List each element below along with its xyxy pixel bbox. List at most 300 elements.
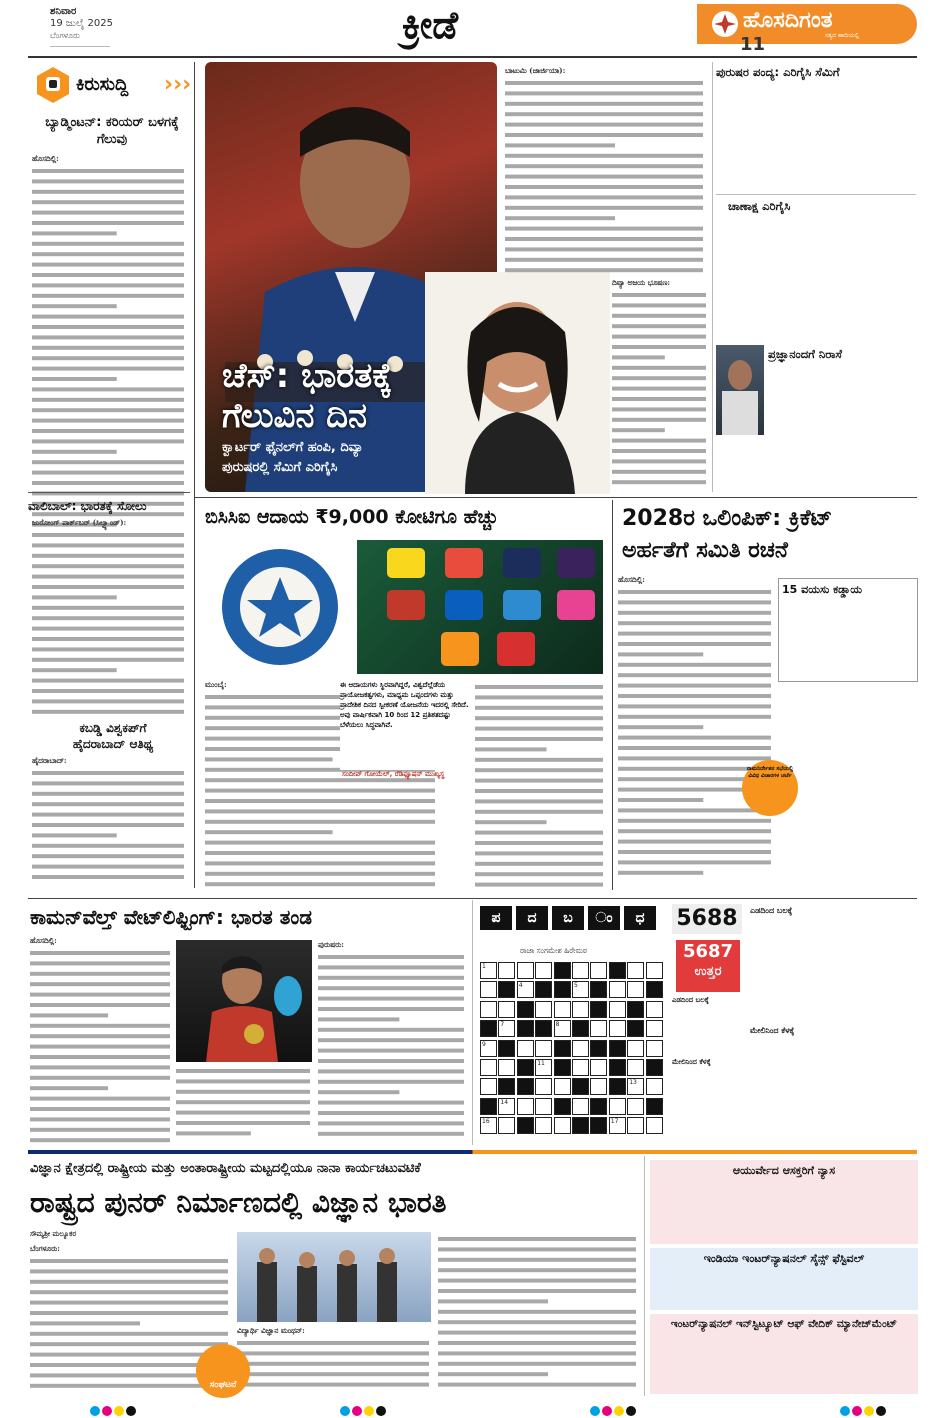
- text-line: [205, 757, 333, 761]
- text-line: [318, 1101, 464, 1105]
- text-line: [612, 355, 665, 359]
- masthead-city: ಬೆಂಗಳೂರು: [50, 31, 80, 40]
- paper-tagline: ಸತ್ಯದ ಹಾದಿಯಲ್ಲಿ: [825, 32, 860, 39]
- grid-cell-black: [480, 1098, 497, 1115]
- festival-box: [650, 1248, 918, 1310]
- text-line: [30, 1013, 108, 1017]
- grid-cell[interactable]: 8: [554, 1020, 571, 1037]
- vijnana-color-bar: [28, 1150, 917, 1154]
- registration-dot: [626, 1406, 636, 1416]
- text-line: [505, 237, 703, 241]
- grid-cell[interactable]: [535, 1117, 552, 1134]
- text-line: [318, 976, 464, 980]
- text-line: [30, 1353, 228, 1357]
- masthead-date-underline: [50, 46, 110, 47]
- puzzle-title-letter-3: ಬ: [552, 906, 584, 930]
- weightlifting-caption: [176, 1064, 312, 1144]
- puzzle-title-row: [480, 906, 665, 930]
- grid-cell[interactable]: [627, 1040, 644, 1057]
- grid-cell[interactable]: [646, 1020, 663, 1037]
- text-line: [30, 982, 170, 986]
- bcci-logo: [205, 540, 355, 674]
- weightlifting-list: [318, 940, 466, 1145]
- ipl-logos-panel: [357, 540, 603, 674]
- text-line: [32, 627, 184, 631]
- chess-body-column-b: [612, 278, 708, 490]
- text-line: [237, 1341, 429, 1345]
- text-line: [318, 1007, 464, 1011]
- text-line: [318, 1080, 464, 1084]
- text-line: [30, 1280, 228, 1284]
- text-line: [318, 965, 464, 969]
- grid-cell-black: [554, 1059, 571, 1076]
- text-line: [32, 252, 184, 256]
- grid-cell[interactable]: 14: [498, 1098, 515, 1115]
- text-line: [612, 407, 706, 411]
- text-line: [618, 673, 771, 677]
- text-line: [505, 154, 703, 158]
- down-label: ಮೇಲಿನಿಂದ ಕೆಳಕ್ಕೆ: [750, 1026, 795, 1035]
- text-line: [612, 480, 706, 484]
- text-line: [32, 263, 184, 267]
- lower-band-top: [28, 898, 917, 899]
- bcci-quote-box: [340, 680, 470, 770]
- grid-cell[interactable]: 16: [480, 1117, 497, 1134]
- text-line: [475, 737, 603, 741]
- grid-cell-black: [572, 1117, 589, 1134]
- grid-cell[interactable]: [646, 1040, 663, 1057]
- grid-cell-black: [609, 1078, 626, 1095]
- text-line: [618, 642, 771, 646]
- grid-cell-black: [590, 1001, 607, 1018]
- grid-cell[interactable]: [572, 962, 589, 979]
- puzzle-author: ರಾಜಾ ಸಂಗಮೇಶ ಹಿರೇಮಠ: [520, 946, 587, 955]
- grid-cell[interactable]: 13: [627, 1078, 644, 1095]
- text-line: [32, 792, 184, 796]
- crossword-grid: [480, 962, 665, 1138]
- page-number: 11: [740, 34, 766, 55]
- institute-title: ಇಂಟರ್‌ನ್ಯಾಷನಲ್ ಇನ್‌ಸ್ಟಿಟ್ಯೂಟ್ ಆಫ್ ವೇದಿಕ್ ಮ್ಯಾನೇಜ್‌ಮೆಂಟ್: [670, 1318, 898, 1330]
- weightlifter-photo: [176, 940, 312, 1062]
- olympic-headline-1: 2028ರ ಒಲಿಂಪಿಕ್: ಕ್ರಿಕೆಟ್: [622, 506, 833, 531]
- text-line: [475, 706, 603, 710]
- grid-cell[interactable]: 17: [609, 1117, 626, 1134]
- vijnana-side-divider: [644, 1156, 645, 1396]
- text-line: [318, 955, 464, 959]
- grid-cell[interactable]: [627, 1059, 644, 1076]
- grid-cell[interactable]: [554, 1117, 571, 1134]
- grid-cell[interactable]: [480, 1078, 497, 1095]
- grid-cell-black: [517, 1078, 534, 1095]
- text-line: [30, 1076, 170, 1080]
- brief-title-3: ಕಬಡ್ಡಿ ವಿಶ್ವಕಪ್‌ಗೆ ಹೈದರಾಬಾದ್ ಆತಿಥ್ಯ: [72, 721, 154, 751]
- text-line: [438, 1310, 636, 1314]
- text-line: [505, 268, 703, 272]
- grid-cell[interactable]: [590, 1059, 607, 1076]
- grid-cell-black: [627, 1001, 644, 1018]
- vijnana-caption: [237, 1326, 431, 1394]
- text-line: [618, 652, 703, 656]
- text-line: [318, 1028, 464, 1032]
- text-line: [438, 1383, 636, 1387]
- text-lines: [32, 518, 186, 718]
- ayurveda-title: ಆಯುರ್ವೇದ ಆಸಕ್ತರಿಗೆ ನ್ಯಾಸ: [732, 1164, 836, 1177]
- grid-cell[interactable]: [609, 981, 626, 998]
- grid-cell[interactable]: [498, 1001, 515, 1018]
- text-line: [32, 813, 184, 817]
- registration-dot: [364, 1406, 374, 1416]
- text-line: [32, 429, 184, 433]
- text-line: [612, 293, 706, 297]
- text-line: [32, 637, 184, 641]
- text-line: [32, 377, 117, 381]
- right-story-1-title: ಪುರುಷರ ಪಂದ್ಯ: ಎರಿಗೈಸಿ ಸೆಮಿಗೆ: [716, 65, 840, 79]
- grid-cell[interactable]: [498, 1059, 515, 1076]
- registration-dot: [864, 1406, 874, 1416]
- grid-cell-black: [590, 1098, 607, 1115]
- grid-cell[interactable]: 9: [480, 1040, 497, 1057]
- bcci-olympic-divider: [612, 500, 613, 890]
- text-line: [475, 685, 603, 689]
- text-line: [438, 1341, 636, 1345]
- text-line: [505, 143, 615, 147]
- ipl-team-logos: [357, 540, 603, 674]
- chess-headline-2: ಗೆಲುವಿನ ದಿನ: [222, 396, 368, 436]
- grid-cell-black: [646, 1059, 663, 1076]
- text-line: [475, 779, 603, 783]
- right-story-2: [716, 198, 916, 338]
- text-line: [475, 768, 603, 772]
- kiru-suddi-badge: [34, 66, 192, 104]
- hosadiganta-logo-icon: [711, 10, 739, 38]
- puzzle-number: 5688: [672, 904, 742, 934]
- text-line: [438, 1289, 636, 1293]
- text-line: [32, 699, 184, 703]
- ayurveda-box: [650, 1160, 918, 1244]
- weightlift-puzzle-divider: [472, 900, 473, 1145]
- grid-cell-black: [609, 1059, 626, 1076]
- text-line: [32, 647, 184, 651]
- registration-dot: [90, 1406, 100, 1416]
- text-line: [30, 1055, 170, 1059]
- text-line: [618, 808, 771, 812]
- institute-box: [650, 1314, 918, 1394]
- grid-cell[interactable]: [590, 962, 607, 979]
- text-line: [32, 304, 117, 308]
- text-line: [505, 175, 703, 179]
- grid-cell[interactable]: [627, 981, 644, 998]
- grid-cell-black: [590, 981, 607, 998]
- right-divider-1: [716, 194, 916, 195]
- festival-title: ಇಂಡಿಯಾ ಇಂಟರ್‌ನ್ಯಾಷನಲ್ ಸೈನ್ಸ್ ಫೆಸ್ಟಿವಲ್: [703, 1252, 865, 1265]
- sanghatane-label: ಸಂಘಟನೆ: [209, 1380, 237, 1390]
- text-line: [618, 715, 771, 719]
- kiru-suddi-chevrons: ›››: [164, 72, 192, 97]
- text-line: [237, 1362, 429, 1366]
- text-line: [32, 771, 184, 775]
- text-line: [30, 1086, 108, 1090]
- text-line: [505, 164, 703, 168]
- text-line: [618, 746, 771, 750]
- text-line: [30, 961, 170, 965]
- bcci-dateline: ಮುಂಬೈ:: [205, 680, 227, 689]
- bcci-quote-author: ಸಂದೀಪ್ ಗೋಯೆಲ್, ರೆಡಿಫ್ಯೂಷನ್ ಮುಖ್ಯಸ್ಥ: [342, 770, 445, 778]
- grid-cell[interactable]: [609, 1098, 626, 1115]
- masthead: [0, 0, 945, 56]
- registration-dot: [114, 1406, 124, 1416]
- masthead-day: ಶನಿವಾರ: [50, 6, 77, 17]
- text-line: [32, 190, 184, 194]
- prev-down-label: ಮೇಲಿನಿಂದ ಕೆಳಕ್ಕೆ: [672, 1058, 711, 1066]
- grid-cell[interactable]: [517, 1098, 534, 1115]
- text-line: [32, 315, 184, 319]
- vijnana-body-2: [438, 1232, 638, 1394]
- text-line: [30, 1003, 170, 1007]
- text-lines: [237, 1326, 431, 1394]
- text-line: [612, 397, 706, 401]
- puzzle-title-letter-5: ಧ: [624, 906, 656, 930]
- text-line: [475, 758, 603, 762]
- text-line: [438, 1299, 548, 1303]
- text-line: [205, 882, 435, 886]
- text-line: [438, 1351, 636, 1355]
- text-line: [318, 1049, 464, 1053]
- text-line: [618, 860, 771, 864]
- grid-cell[interactable]: [517, 1040, 534, 1057]
- grid-cell-black: [498, 1078, 515, 1095]
- grid-cell[interactable]: [554, 1078, 571, 1095]
- text-line: [32, 325, 184, 329]
- grid-cell[interactable]: [535, 962, 552, 979]
- text-line: [438, 1331, 636, 1335]
- text-line: [32, 710, 184, 714]
- grid-cell[interactable]: [646, 1117, 663, 1134]
- olympic-body: [618, 575, 773, 885]
- grid-cell[interactable]: [572, 1098, 589, 1115]
- text-line: [505, 81, 703, 85]
- text-line: [475, 841, 603, 845]
- text-line: [205, 872, 435, 876]
- grid-cell[interactable]: [609, 1001, 626, 1018]
- bcci-quote: ಈ ಆದಾಯಗಳು ಸ್ಥಿರವಾಗಿದ್ದರೆ, ವಿಶ್ವದೆಲ್ಲೆಡೆಯ ಪ್ರಾಯೋಜಕತ್ವಗಳು, ಮಾಧ್ಯಮ ಒಪ್ಪಂದಗಳು ಮತ್ತು ಪ್ರಾದೇಶಿಕ ದಿನದ ಸ್ವೀಕರಣೆ ಯೋಜನೆಯ ಇದರಲ್ಲಿ ಸೇರಿದೆ. ಅವು ವಾರ್ಷಿಕವಾಗಿ 10 ರಿಂದ 12 ಪ್ರತಿಶತದಷ್ಟು ಬೆಳೆಯಲು ಸಿದ್ಧವಾಗಿವೆ.: [340, 681, 469, 729]
- text-line: [618, 736, 771, 740]
- brief-title-2: ವಾಲಿಬಾಲ್: ಭಾರತಕ್ಕೆ ಸೋಲು: [28, 499, 147, 513]
- text-line: [618, 704, 771, 708]
- text-line: [32, 823, 184, 827]
- grid-cell[interactable]: [572, 1040, 589, 1057]
- prev-puzzle-number: 5687: [682, 941, 734, 962]
- text-line: [30, 1107, 170, 1111]
- grid-cell[interactable]: [480, 1001, 497, 1018]
- text-line: [505, 185, 703, 189]
- grid-cell[interactable]: [572, 1059, 589, 1076]
- registration-dot: [102, 1406, 112, 1416]
- col-divider-left: [194, 62, 195, 888]
- text-line: [30, 1321, 140, 1325]
- pragg-figure: [716, 345, 764, 435]
- grid-cell[interactable]: [646, 1078, 663, 1095]
- grid-cell-black: [627, 1020, 644, 1037]
- brief-divider-1: [28, 492, 190, 493]
- text-line: [505, 133, 703, 137]
- grid-cell-black: [609, 962, 626, 979]
- text-line: [475, 820, 547, 824]
- grid-cell[interactable]: [535, 1098, 552, 1115]
- text-lines: [505, 66, 705, 276]
- text-line: [505, 91, 703, 95]
- text-line: [612, 366, 706, 370]
- text-line: [475, 883, 603, 887]
- text-line: [438, 1237, 636, 1241]
- text-line: [32, 658, 184, 662]
- text-line: [475, 799, 603, 803]
- grid-cell[interactable]: 5: [572, 981, 589, 998]
- text-line: [30, 1332, 228, 1336]
- text-line: [205, 789, 435, 793]
- text-line: [32, 533, 184, 537]
- grid-cell[interactable]: [590, 1020, 607, 1037]
- text-line: [475, 862, 603, 866]
- brief-dateline-2: ಜುರೋಂಗ್ ಪಾರ್ಕ್‌ಬರ್ (ಸಿಲ್ವ್ಯಾಂಡ್):: [32, 518, 127, 527]
- text-line: [612, 418, 706, 422]
- sanghatane-badge: [196, 1344, 250, 1398]
- grid-cell-black: [535, 981, 552, 998]
- text-line: [32, 471, 184, 475]
- grid-cell[interactable]: 7: [498, 1020, 515, 1037]
- grid-cell[interactable]: 11: [535, 1059, 552, 1076]
- grid-cell[interactable]: [535, 1001, 552, 1018]
- text-line: [505, 112, 703, 116]
- grid-cell[interactable]: [646, 1001, 663, 1018]
- text-line: [32, 781, 184, 785]
- text-line: [318, 1111, 464, 1115]
- text-line: [32, 616, 184, 620]
- section-title: ಕ್ರೀಡೆ: [401, 3, 459, 47]
- masthead-date: 19 ಜುಲೈ 2025: [50, 18, 113, 29]
- text-line: [612, 387, 706, 391]
- text-lines: [475, 680, 605, 890]
- grid-cell[interactable]: [627, 1098, 644, 1115]
- vijnana-headline: ರಾಷ್ಟ್ರದ ಪುನರ್ ನಿರ್ಮಾಣದಲ್ಲಿ ವಿಜ್ಞಾನ ಭಾರತಿ: [30, 1186, 447, 1219]
- grid-cell[interactable]: [517, 962, 534, 979]
- text-lines: [32, 756, 186, 886]
- brief-dateline-3: ಹೈದರಾಬಾದ್:: [32, 756, 67, 765]
- text-lines: [176, 1064, 312, 1144]
- text-line: [176, 1121, 310, 1125]
- olympic-headline-2: ಅರ್ಹತೆಗೆ ಸಮಿತಿ ರಚನೆ: [622, 538, 788, 563]
- text-line: [612, 303, 706, 307]
- grid-cell[interactable]: [498, 962, 515, 979]
- grid-cell[interactable]: [609, 1020, 626, 1037]
- text-lines: [32, 154, 186, 544]
- grid-cell[interactable]: [535, 1040, 552, 1057]
- grid-cell[interactable]: [498, 1117, 515, 1134]
- registration-dot: [852, 1406, 862, 1416]
- vijnana-caption-label: ವಿದ್ಯಾರ್ಥಿ ವಿಜ್ಞಾನ ಮಂಥನ್:: [237, 1326, 305, 1335]
- text-line: [205, 809, 435, 813]
- vijnana-dateline: ಬೆಂಗಳೂರು:: [30, 1244, 60, 1253]
- grid-cell[interactable]: [590, 1078, 607, 1095]
- text-line: [618, 663, 771, 667]
- paper-logo: [697, 4, 917, 44]
- text-line: [32, 564, 184, 568]
- text-lines: [618, 575, 773, 885]
- grid-cell[interactable]: [535, 1078, 552, 1095]
- kiru-suddi-hand-icon: [34, 66, 72, 104]
- text-line: [176, 1069, 310, 1073]
- text-line: [237, 1372, 429, 1376]
- grid-cell-black: [646, 1098, 663, 1115]
- chess-subhead-1: ಕ್ವಾರ್ಟರ್ ಫೈನಲ್‌ಗೆ ಹಂಪಿ, ದಿವ್ಯಾ: [222, 440, 364, 455]
- weightlifter-figure: [176, 940, 312, 1062]
- right-story-3-title: ಪ್ರಜ್ಞಾನಂದಗೆ ನಿರಾಸೆ: [768, 347, 842, 361]
- grid-cell[interactable]: [572, 1001, 589, 1018]
- text-line: [205, 851, 435, 855]
- brief-body-3: [32, 756, 186, 886]
- text-line: [505, 206, 703, 210]
- text-line: [475, 695, 603, 699]
- text-line: [32, 335, 184, 339]
- registration-dot: [614, 1406, 624, 1416]
- text-line: [318, 1069, 464, 1073]
- text-line: [475, 851, 603, 855]
- right-story-2-title: ಚಾಣಾಕ್ಷ ಎರಿಗೈಸಿ: [728, 199, 791, 213]
- grid-cell-black: [554, 1098, 571, 1115]
- text-line: [30, 1342, 228, 1346]
- text-line: [32, 833, 117, 837]
- grid-cell[interactable]: [627, 1117, 644, 1134]
- text-line: [237, 1383, 429, 1387]
- olympic-circle-quote: [742, 760, 798, 816]
- text-line: [176, 1090, 310, 1094]
- registration-dot: [126, 1406, 136, 1416]
- text-line: [612, 428, 665, 432]
- grid-cell[interactable]: [554, 1001, 571, 1018]
- grid-cell[interactable]: 1: [480, 962, 497, 979]
- text-line: [618, 840, 771, 844]
- text-line: [475, 831, 603, 835]
- text-line: [475, 727, 603, 731]
- grid-cell[interactable]: [480, 981, 497, 998]
- grid-cell[interactable]: 4: [517, 981, 534, 998]
- text-line: [505, 227, 703, 231]
- registration-dot: [602, 1406, 612, 1416]
- text-line: [30, 1024, 170, 1028]
- grid-cell[interactable]: [627, 962, 644, 979]
- grid-cell[interactable]: [646, 962, 663, 979]
- paper-name: ಹೊಸದಿಗಂತ: [743, 8, 833, 33]
- grid-cell-black: [498, 1040, 515, 1057]
- weightlifting-men-label: ಪುರುಷರು:: [318, 940, 344, 949]
- grid-cell[interactable]: [480, 1059, 497, 1076]
- grid-cell-black: [517, 1020, 534, 1037]
- kiru-suddi-label: ಕಿರುಸುದ್ದಿ: [76, 74, 129, 95]
- text-line: [32, 875, 184, 879]
- text-lines: [30, 936, 172, 1146]
- text-line: [612, 376, 706, 380]
- text-line: [318, 1038, 464, 1042]
- text-lines: [612, 278, 708, 490]
- prev-across-label: ಎಡದಿಂದ ಬಲಕ್ಕೆ: [672, 996, 709, 1004]
- text-line: [32, 179, 184, 183]
- text-line: [505, 102, 703, 106]
- text-line: [32, 387, 184, 391]
- prev-answer-label: ಉತ್ತರ: [694, 964, 722, 979]
- vijnana-kicker: ವಿಜ್ಞಾನ ಕ್ಷೇತ್ರದಲ್ಲಿ ರಾಷ್ಟ್ರೀಯ ಮತ್ತು ಅಂತಾರಾಷ್ಟ್ರೀಯ ಮಟ್ಟದಲ್ಲಿಯೂ ನಾನಾ ಕಾರ್ಯಚಟುವಟಿಕೆ: [30, 1161, 421, 1176]
- registration-dot: [876, 1406, 886, 1416]
- text-line: [438, 1320, 636, 1324]
- text-line: [205, 799, 435, 803]
